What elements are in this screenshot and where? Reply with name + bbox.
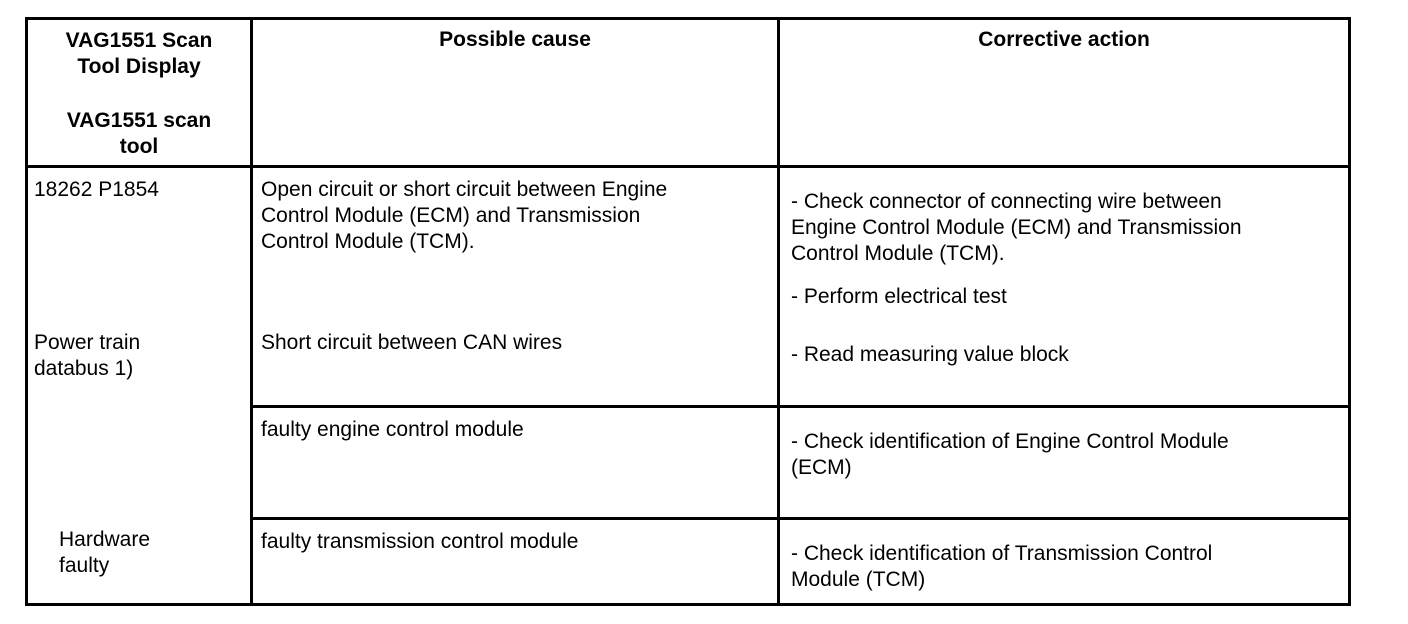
header-possible-cause: Possible cause <box>439 28 591 51</box>
header-divider <box>25 165 1351 168</box>
row-divider-1 <box>250 405 1351 408</box>
fault-label-power-train: Power train databus 1) <box>34 331 141 380</box>
cause-faulty-ecm: faulty engine control module <box>261 418 524 441</box>
action-check-connector: - Check connector of connecting wire between Engine Control Module (ECM) and Transmission Control Module (TCM). <box>791 190 1242 265</box>
header-scan-tool-display: VAG1551 Scan Tool Display VAG1551 scan tool <box>65 29 213 158</box>
action-check-ecm-id: - Check identification of Engine Control Module (ECM) <box>791 430 1229 479</box>
cause-open-short-circuit: Open circuit or short circuit between Engine Control Module (ECM) and Transmission Control Module (TCM). <box>261 178 668 253</box>
action-check-tcm-id: - Check identification of Transmission Control Module (TCM) <box>791 542 1213 591</box>
row-divider-2 <box>250 517 1351 520</box>
header-corrective-action: Corrective action <box>978 28 1150 51</box>
action-electrical-test: - Perform electrical test <box>791 285 1007 308</box>
cause-faulty-tcm: faulty transmission control module <box>261 530 579 553</box>
cause-can-short: Short circuit between CAN wires <box>261 331 563 354</box>
fault-label-hardware: Hardware faulty <box>59 528 151 577</box>
fault-code: 18262 P1854 <box>34 178 159 201</box>
action-read-value-block: - Read measuring value block <box>791 343 1069 366</box>
